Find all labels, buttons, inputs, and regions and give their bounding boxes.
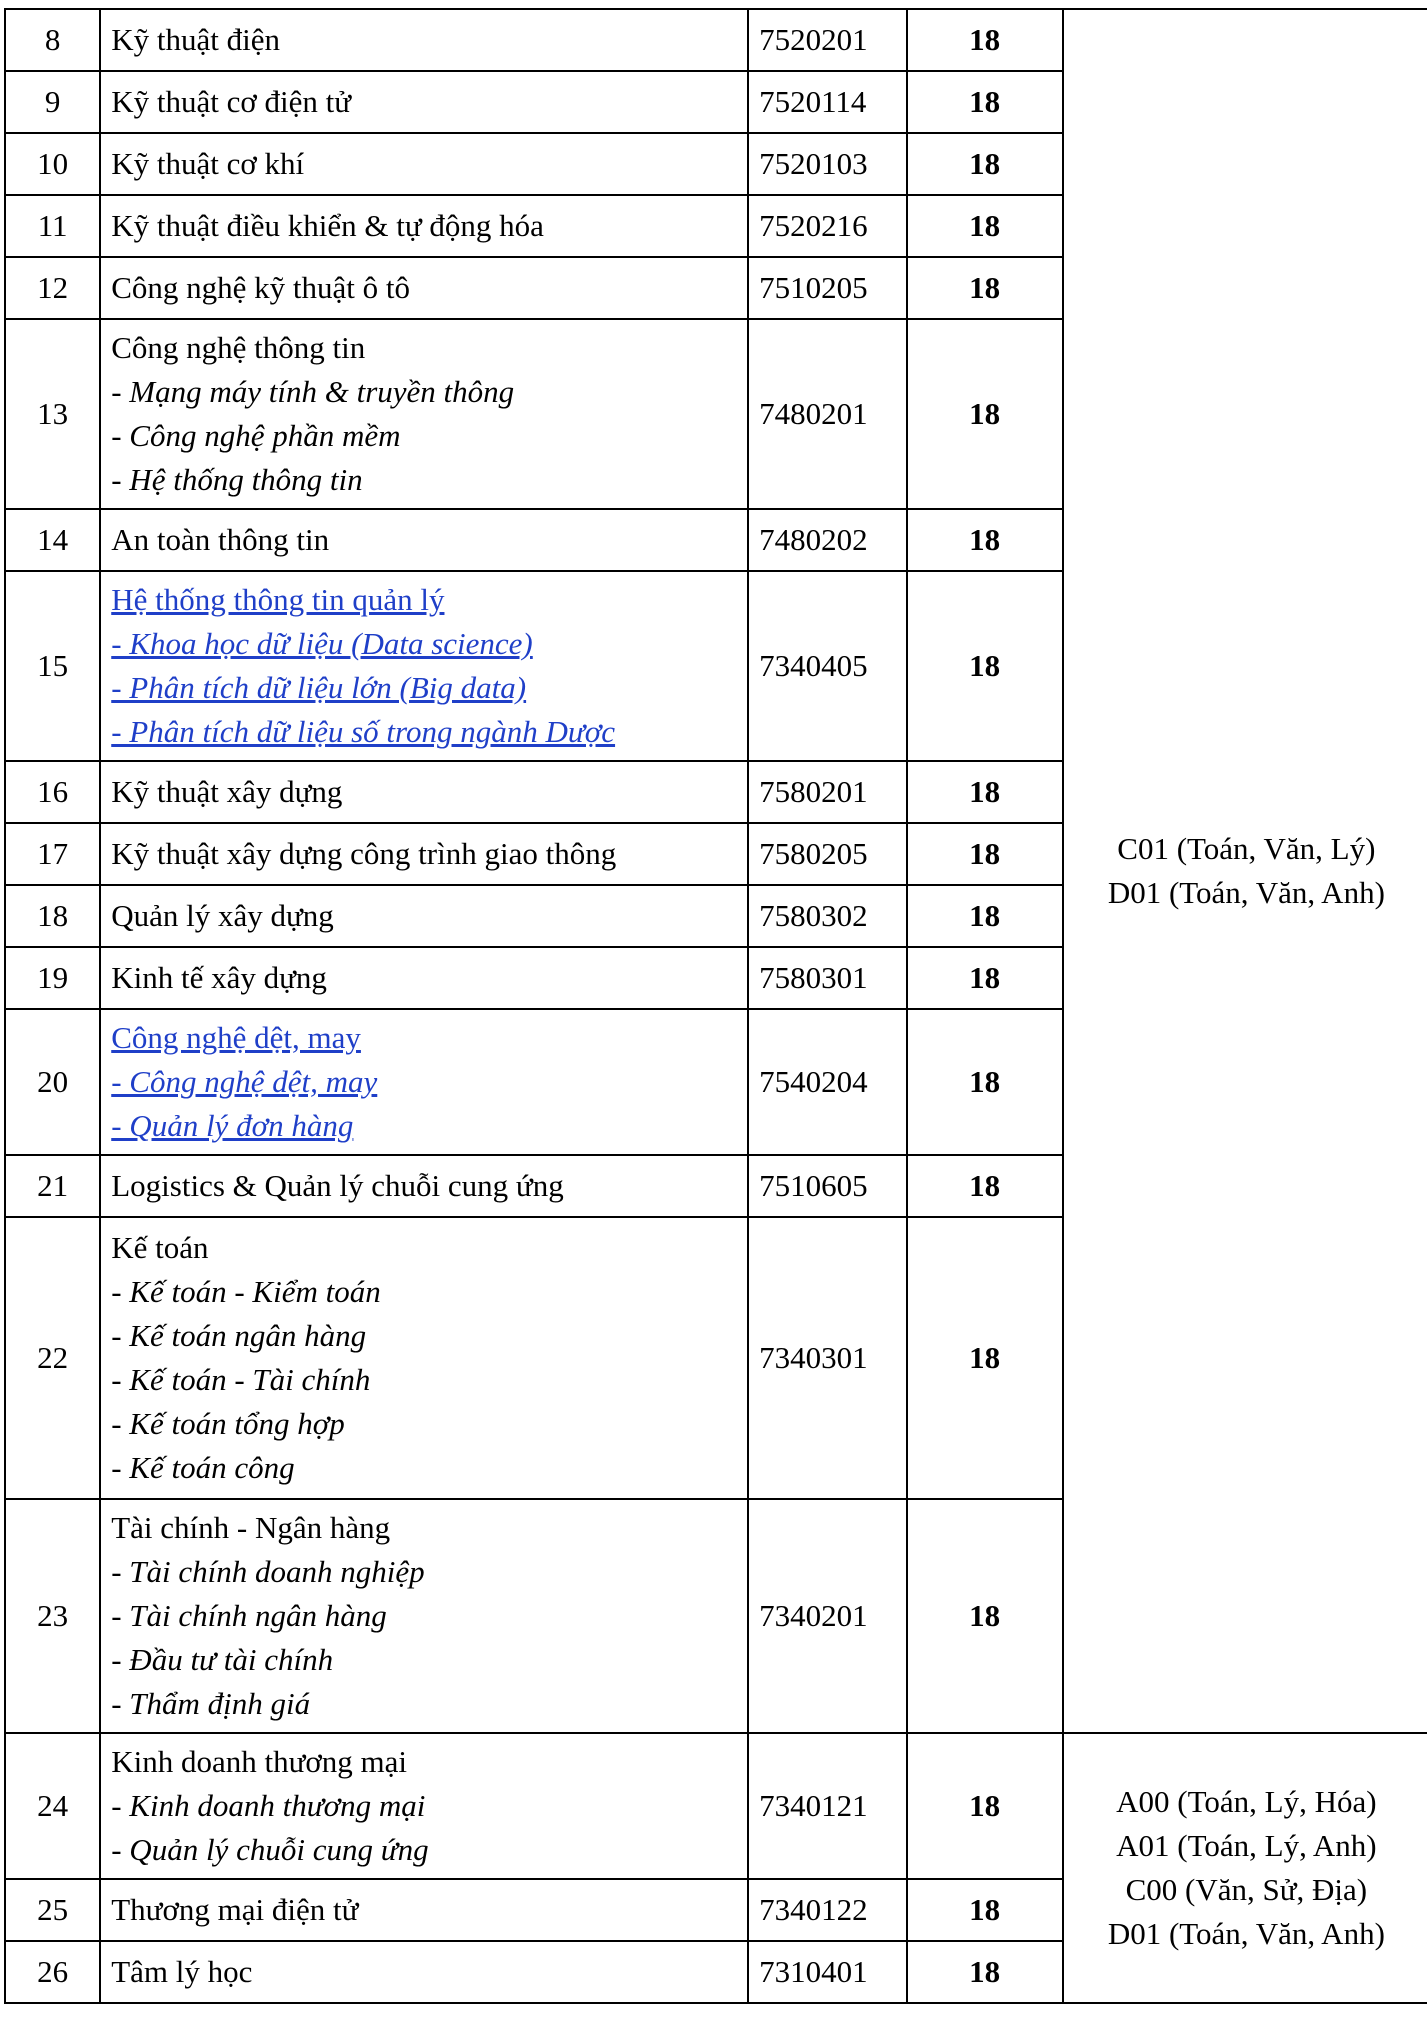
admission-table-body <box>5 9 1427 2003</box>
row-number: 19 <box>5 947 100 1009</box>
table-row <box>5 1733 1427 1879</box>
min-score: 18 <box>907 195 1063 257</box>
row-number: 24 <box>5 1733 100 1879</box>
specialization: - Kế toán công <box>111 1450 295 1485</box>
specialization: - Kế toán - Tài chính <box>111 1362 371 1397</box>
major-name: Logistics & Quản lý chuỗi cung ứng <box>111 1168 564 1203</box>
major-code: 7520216 <box>748 195 906 257</box>
major-name: Kỹ thuật điều khiển & tự động hóa <box>111 208 544 243</box>
min-score: 18 <box>907 1733 1063 1879</box>
row-number: 16 <box>5 761 100 823</box>
major-name: Kỹ thuật cơ khí <box>111 146 305 181</box>
row-number: 12 <box>5 257 100 319</box>
major-code: 7520103 <box>748 133 906 195</box>
row-number: 11 <box>5 195 100 257</box>
table-row <box>5 9 1427 71</box>
major-name-cell <box>100 1499 748 1733</box>
specialization-link[interactable]: - Công nghệ dệt, may <box>111 1064 378 1099</box>
major-name: Thương mại điện tử <box>111 1892 359 1927</box>
major-name-cell <box>100 9 748 71</box>
min-score: 18 <box>907 257 1063 319</box>
major-name: Kinh doanh thương mại <box>111 1744 408 1779</box>
min-score: 18 <box>907 761 1063 823</box>
major-name-cell <box>100 71 748 133</box>
major-name-cell[interactable] <box>100 571 748 761</box>
min-score: 18 <box>907 571 1063 761</box>
major-code: 7580301 <box>748 947 906 1009</box>
specialization-link[interactable]: - Phân tích dữ liệu số trong ngành Dược <box>111 714 616 749</box>
specialization: - Tài chính doanh nghiệp <box>111 1554 425 1589</box>
major-name: Kỹ thuật xây dựng công trình giao thông <box>111 836 617 871</box>
min-score: 18 <box>907 1155 1063 1217</box>
major-name-cell <box>100 509 748 571</box>
subject-combination: A00 (Toán, Lý, Hóa) <box>1116 1784 1377 1819</box>
min-score: 18 <box>907 885 1063 947</box>
major-name-cell[interactable] <box>100 1009 748 1155</box>
min-score: 18 <box>907 1217 1063 1499</box>
row-number: 25 <box>5 1879 100 1941</box>
major-code: 7510605 <box>748 1155 906 1217</box>
major-name-cell <box>100 1155 748 1217</box>
row-number: 15 <box>5 571 100 761</box>
min-score: 18 <box>907 947 1063 1009</box>
major-code: 7580205 <box>748 823 906 885</box>
major-name-cell <box>100 133 748 195</box>
admission-table <box>4 8 1427 2004</box>
row-number: 9 <box>5 71 100 133</box>
major-name-cell <box>100 1733 748 1879</box>
min-score: 18 <box>907 319 1063 509</box>
major-name: Công nghệ thông tin <box>111 330 366 365</box>
specialization: - Mạng máy tính & truyền thông <box>111 374 515 409</box>
specialization: - Quản lý chuỗi cung ứng <box>111 1832 429 1867</box>
specialization-link[interactable]: - Khoa học dữ liệu (Data science) <box>111 626 533 661</box>
row-number: 17 <box>5 823 100 885</box>
subject-combination: A01 (Toán, Lý, Anh) <box>1116 1828 1377 1863</box>
major-code: 7340301 <box>748 1217 906 1499</box>
major-code: 7340121 <box>748 1733 906 1879</box>
min-score: 18 <box>907 823 1063 885</box>
specialization: - Hệ thống thông tin <box>111 462 363 497</box>
major-name-link[interactable]: Hệ thống thông tin quản lý <box>111 582 445 617</box>
subject-combination-cell <box>1063 1733 1427 2003</box>
major-code: 7580201 <box>748 761 906 823</box>
major-code: 7540204 <box>748 1009 906 1155</box>
major-name: An toàn thông tin <box>111 522 330 557</box>
major-name-cell <box>100 257 748 319</box>
row-number: 14 <box>5 509 100 571</box>
major-name: Kỹ thuật điện <box>111 22 280 57</box>
row-number: 23 <box>5 1499 100 1733</box>
specialization: - Công nghệ phần mềm <box>111 418 401 453</box>
major-name: Tài chính - Ngân hàng <box>111 1510 391 1545</box>
min-score: 18 <box>907 1941 1063 2003</box>
specialization-link[interactable]: - Quản lý đơn hàng <box>111 1108 354 1143</box>
major-code: 7340201 <box>748 1499 906 1733</box>
row-number: 22 <box>5 1217 100 1499</box>
major-code: 7340405 <box>748 571 906 761</box>
specialization: - Kế toán ngân hàng <box>111 1318 367 1353</box>
row-number: 21 <box>5 1155 100 1217</box>
specialization: - Thẩm định giá <box>111 1686 311 1721</box>
major-name-cell <box>100 1941 748 2003</box>
major-name: Kỹ thuật cơ điện tử <box>111 84 352 119</box>
major-name-cell <box>100 823 748 885</box>
min-score: 18 <box>907 133 1063 195</box>
major-name: Kỹ thuật xây dựng <box>111 774 343 809</box>
subject-combination-cell <box>1063 9 1427 1733</box>
major-name-cell <box>100 319 748 509</box>
major-name-cell <box>100 1879 748 1941</box>
min-score: 18 <box>907 71 1063 133</box>
major-name: Quản lý xây dựng <box>111 898 334 933</box>
subject-combination: D01 (Toán, Văn, Anh) <box>1107 875 1385 910</box>
major-code: 7580302 <box>748 885 906 947</box>
row-number: 18 <box>5 885 100 947</box>
row-number: 20 <box>5 1009 100 1155</box>
row-number: 13 <box>5 319 100 509</box>
specialization: - Đầu tư tài chính <box>111 1642 334 1677</box>
specialization: - Kế toán - Kiểm toán <box>111 1274 381 1309</box>
subject-combination: C01 (Toán, Văn, Lý) <box>1117 831 1376 866</box>
major-name: Công nghệ kỹ thuật ô tô <box>111 270 411 305</box>
min-score: 18 <box>907 1879 1063 1941</box>
min-score: 18 <box>907 509 1063 571</box>
subject-combination: C00 (Văn, Sử, Địa) <box>1125 1872 1368 1907</box>
major-code: 7310401 <box>748 1941 906 2003</box>
major-code: 7510205 <box>748 257 906 319</box>
specialization: - Tài chính ngân hàng <box>111 1598 387 1633</box>
specialization-link[interactable]: - Phân tích dữ liệu lớn (Big data) <box>111 670 527 705</box>
major-name-cell <box>100 195 748 257</box>
specialization: - Kinh doanh thương mại <box>111 1788 426 1823</box>
specialization: - Kế toán tổng hợp <box>111 1406 345 1441</box>
major-code: 7480202 <box>748 509 906 571</box>
major-code: 7340122 <box>748 1879 906 1941</box>
major-code: 7480201 <box>748 319 906 509</box>
major-name-cell <box>100 947 748 1009</box>
major-code: 7520114 <box>748 71 906 133</box>
major-name: Tâm lý học <box>111 1954 253 1989</box>
min-score: 18 <box>907 9 1063 71</box>
major-name: Kế toán <box>111 1230 209 1265</box>
row-number: 26 <box>5 1941 100 2003</box>
major-name: Kinh tế xây dựng <box>111 960 327 995</box>
row-number: 8 <box>5 9 100 71</box>
major-name-cell <box>100 1217 748 1499</box>
min-score: 18 <box>907 1499 1063 1733</box>
subject-combination: D01 (Toán, Văn, Anh) <box>1107 1916 1385 1951</box>
major-name-cell <box>100 885 748 947</box>
min-score: 18 <box>907 1009 1063 1155</box>
major-code: 7520201 <box>748 9 906 71</box>
major-name-cell <box>100 761 748 823</box>
major-name-link[interactable]: Công nghệ dệt, may <box>111 1020 361 1055</box>
row-number: 10 <box>5 133 100 195</box>
